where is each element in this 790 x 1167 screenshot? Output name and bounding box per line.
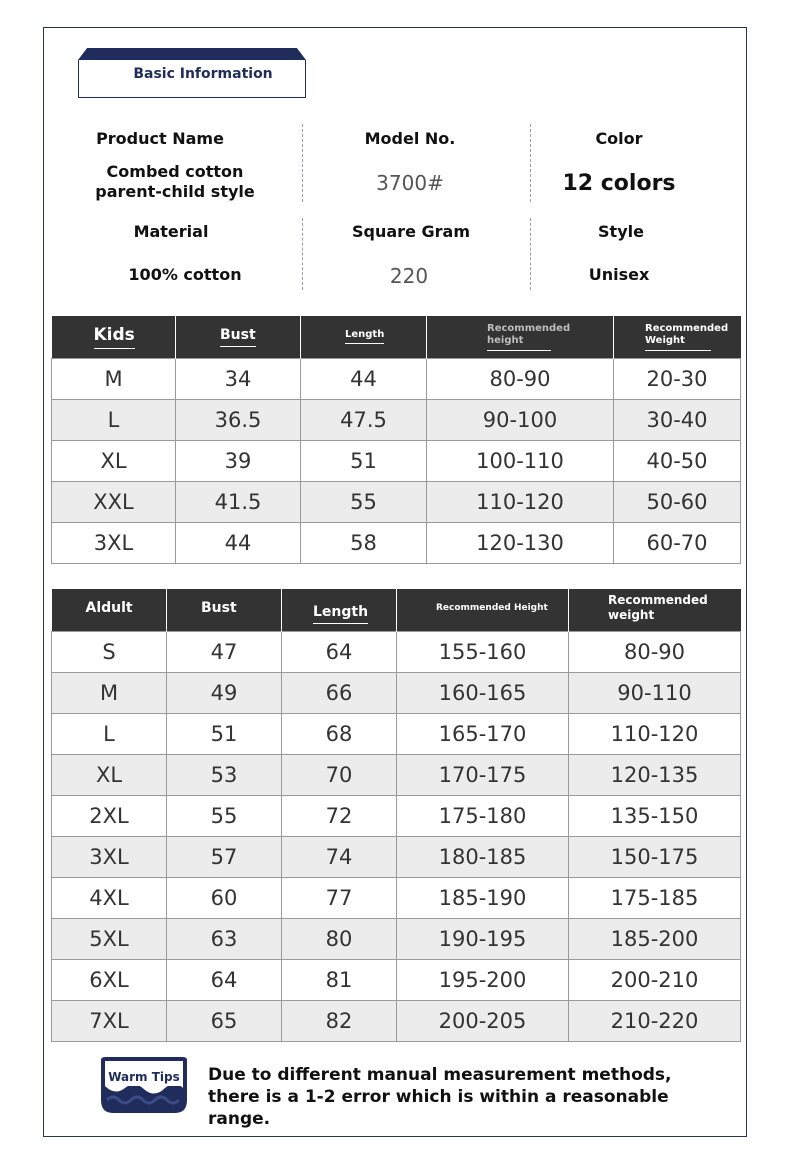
kids-header-height: Recommended height xyxy=(487,323,551,351)
table-row xyxy=(52,836,741,877)
kids-header-length: Length xyxy=(345,329,384,344)
adult-header-size: Aldult xyxy=(85,600,133,617)
length-cell: 77 xyxy=(282,877,397,918)
table-row xyxy=(52,440,741,481)
bust-cell: 49 xyxy=(167,672,282,713)
square-gram-label: Square Gram xyxy=(352,222,470,241)
length-cell: 82 xyxy=(282,1000,397,1041)
height-cell: 120-130 xyxy=(427,522,614,563)
length-cell: 68 xyxy=(282,713,397,754)
bust-cell: 47 xyxy=(167,631,282,672)
height-cell: 185-190 xyxy=(397,877,569,918)
height-cell: 80-90 xyxy=(427,358,614,399)
length-cell: 66 xyxy=(282,672,397,713)
weight-cell: 210-220 xyxy=(569,1000,741,1041)
weight-cell: 150-175 xyxy=(569,836,741,877)
weight-cell: 185-200 xyxy=(569,918,741,959)
height-cell: 195-200 xyxy=(397,959,569,1000)
section-title: Basic Information xyxy=(133,66,273,82)
length-cell: 74 xyxy=(282,836,397,877)
bust-cell: 53 xyxy=(167,754,282,795)
length-cell: 51 xyxy=(301,440,427,481)
size-cell: XL xyxy=(52,754,167,795)
size-cell: XL xyxy=(52,440,176,481)
table-row xyxy=(52,795,741,836)
square-gram-value: 220 xyxy=(389,264,429,288)
size-cell: 5XL xyxy=(52,918,167,959)
bust-cell: 44 xyxy=(176,522,301,563)
table-row xyxy=(52,399,741,440)
adult-size-table xyxy=(51,589,741,1042)
size-cell: S xyxy=(52,631,167,672)
model-no-value: 3700# xyxy=(376,171,444,195)
weight-cell: 40-50 xyxy=(614,440,741,481)
weight-cell: 120-135 xyxy=(569,754,741,795)
size-cell: M xyxy=(52,358,176,399)
material-label: Material xyxy=(133,222,209,241)
material-value: 100% cotton xyxy=(128,265,242,284)
height-cell: 160-165 xyxy=(397,672,569,713)
bust-cell: 65 xyxy=(167,1000,282,1041)
height-cell: 200-205 xyxy=(397,1000,569,1041)
table-row xyxy=(52,754,741,795)
kids-size-table xyxy=(51,316,741,564)
kids-header-weight: Recommended Weight xyxy=(645,323,711,351)
adult-header-weight: Recommended weight xyxy=(608,593,708,623)
height-cell: 155-160 xyxy=(397,631,569,672)
height-cell: 110-120 xyxy=(427,481,614,522)
size-cell: 6XL xyxy=(52,959,167,1000)
height-cell: 165-170 xyxy=(397,713,569,754)
product-name-label: Product Name xyxy=(96,129,224,148)
table-row xyxy=(52,481,741,522)
table-row xyxy=(52,631,741,672)
length-cell: 47.5 xyxy=(301,399,427,440)
weight-cell: 20-30 xyxy=(614,358,741,399)
table-row xyxy=(52,877,741,918)
adult-header-length: Length xyxy=(313,604,368,624)
style-value: Unisex xyxy=(588,265,650,284)
table-header-row xyxy=(52,589,741,631)
size-cell: M xyxy=(52,672,167,713)
length-cell: 72 xyxy=(282,795,397,836)
bust-cell: 51 xyxy=(167,713,282,754)
weight-cell: 90-110 xyxy=(569,672,741,713)
table-row xyxy=(52,358,741,399)
height-cell: 100-110 xyxy=(427,440,614,481)
adult-header-height: Recommended Height xyxy=(436,603,548,614)
height-cell: 170-175 xyxy=(397,754,569,795)
weight-cell: 135-150 xyxy=(569,795,741,836)
size-cell: XXL xyxy=(52,481,176,522)
bust-cell: 57 xyxy=(167,836,282,877)
size-cell: 2XL xyxy=(52,795,167,836)
model-no-label: Model No. xyxy=(364,129,456,148)
color-value: 12 colors xyxy=(562,171,676,196)
bust-cell: 64 xyxy=(167,959,282,1000)
weight-cell: 80-90 xyxy=(569,631,741,672)
kids-header-size: Kids xyxy=(94,325,135,349)
weight-cell: 30-40 xyxy=(614,399,741,440)
weight-cell: 200-210 xyxy=(569,959,741,1000)
warm-tips-shape-icon xyxy=(95,1056,193,1116)
length-cell: 44 xyxy=(301,358,427,399)
length-cell: 70 xyxy=(282,754,397,795)
table-row xyxy=(52,522,741,563)
product-name-value: Combed cotton parent-child style xyxy=(95,162,255,201)
height-cell: 175-180 xyxy=(397,795,569,836)
basic-info-grid xyxy=(60,120,740,292)
warm-tips-text: Due to different manual measurement methods, there is a 1-2 error which is within a reasonable range. xyxy=(208,1065,672,1129)
bust-cell: 60 xyxy=(167,877,282,918)
table-row xyxy=(52,918,741,959)
warm-tips-label: Warm Tips xyxy=(108,1070,180,1084)
bust-cell: 39 xyxy=(176,440,301,481)
size-cell: 4XL xyxy=(52,877,167,918)
height-cell: 90-100 xyxy=(427,399,614,440)
size-cell: L xyxy=(52,399,176,440)
weight-cell: 110-120 xyxy=(569,713,741,754)
bust-cell: 36.5 xyxy=(176,399,301,440)
length-cell: 81 xyxy=(282,959,397,1000)
table-row xyxy=(52,672,741,713)
size-cell: 3XL xyxy=(52,836,167,877)
height-cell: 190-195 xyxy=(397,918,569,959)
length-cell: 55 xyxy=(301,481,427,522)
section-header-basic-information xyxy=(78,48,306,98)
size-cell: L xyxy=(52,713,167,754)
color-label: Color xyxy=(595,129,643,148)
bust-cell: 34 xyxy=(176,358,301,399)
height-cell: 180-185 xyxy=(397,836,569,877)
table-row xyxy=(52,1000,741,1041)
length-cell: 58 xyxy=(301,522,427,563)
weight-cell: 175-185 xyxy=(569,877,741,918)
style-label: Style xyxy=(598,222,644,241)
adult-header-bust: Bust xyxy=(201,600,237,617)
warm-tips-badge xyxy=(95,1056,193,1116)
bust-cell: 63 xyxy=(167,918,282,959)
bust-cell: 55 xyxy=(167,795,282,836)
size-cell: 3XL xyxy=(52,522,176,563)
length-cell: 64 xyxy=(282,631,397,672)
table-header-row xyxy=(52,316,741,358)
weight-cell: 60-70 xyxy=(614,522,741,563)
table-row xyxy=(52,959,741,1000)
size-cell: 7XL xyxy=(52,1000,167,1041)
kids-header-bust: Bust xyxy=(220,327,256,347)
bust-cell: 41.5 xyxy=(176,481,301,522)
length-cell: 80 xyxy=(282,918,397,959)
weight-cell: 50-60 xyxy=(614,481,741,522)
table-row xyxy=(52,713,741,754)
